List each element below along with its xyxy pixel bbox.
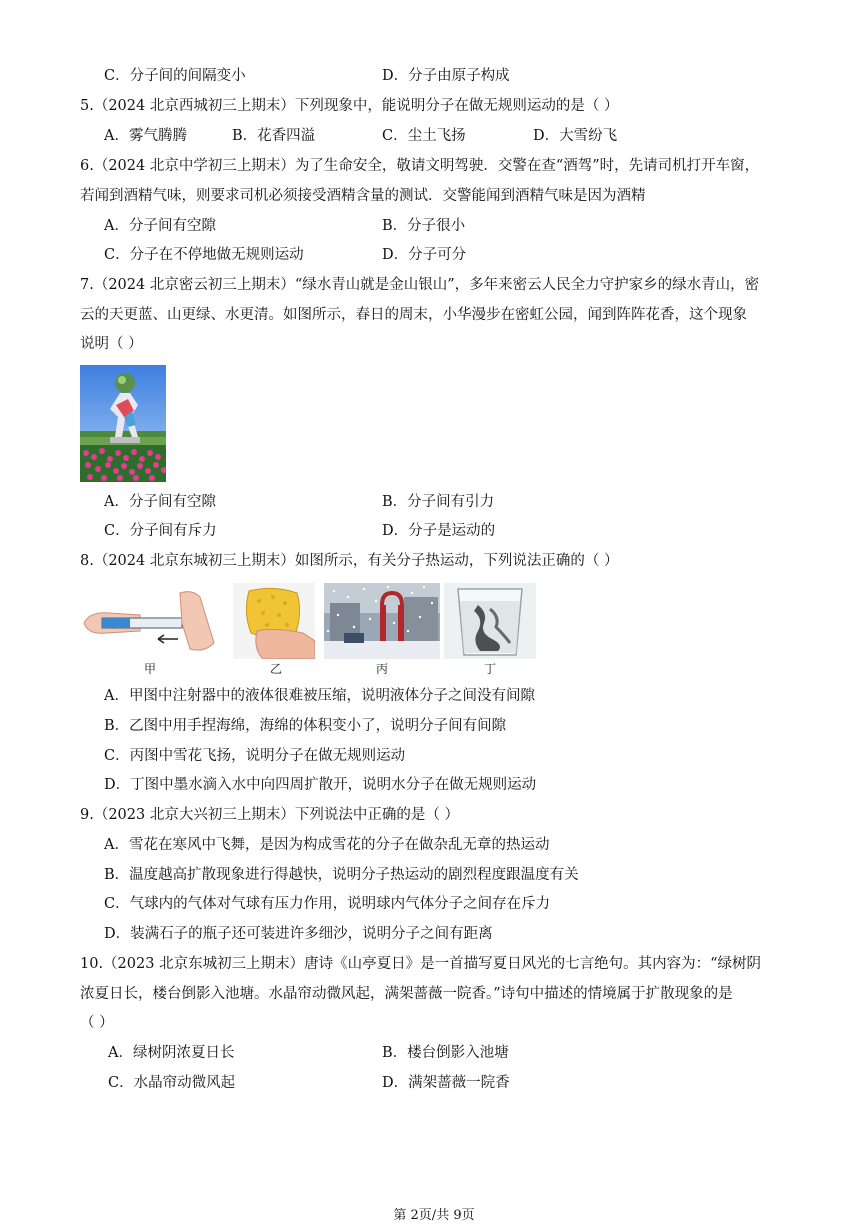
q9-stem: 9.（2023 北京大兴初三上期末）下列说法中正确的是（ ） bbox=[80, 807, 459, 823]
q6-stem-line1: 6.（2024 北京中学初三上期末）为了生命安全，敬请文明驾驶．交警在查“酒驾”时，先请司机打开车窗， bbox=[80, 158, 760, 174]
q9-option-d: D．装满石子的瓶子还可装进许多细沙，说明分子之间有距离 bbox=[104, 926, 493, 942]
q8-option-a: A．甲图中注射器中的液体很难被压缩，说明液体分子之间没有间隙 bbox=[104, 688, 535, 704]
q5-option-a: A．雾气腾腾 bbox=[104, 128, 187, 144]
q9-option-a: A．雪花在寒风中飞舞，是因为构成雪花的分子在做杂乱无章的热运动 bbox=[104, 837, 550, 853]
q7-stem-line2: 云的天更蓝、山更绿、水更清。如图所示，春日的周末，小华漫步在密虹公园，闻到阵阵花香，这个现象 bbox=[80, 307, 747, 323]
caption-yi: 乙 bbox=[269, 662, 282, 676]
q10-option-c: C．水晶帘动微风起 bbox=[108, 1075, 236, 1091]
q5-stem: 5.（2024 北京西城初三上期末）下列现象中，能说明分子在做无规则运动的是（ ） bbox=[80, 98, 619, 114]
q6-option-b: B．分子很小 bbox=[382, 218, 466, 234]
caption-ding: 丁 bbox=[483, 662, 496, 676]
page-number-footer: 第 2页/共 9页 bbox=[393, 1208, 475, 1223]
q10-option-d: D．满架蔷薇一院香 bbox=[382, 1075, 510, 1091]
q5-option-d: D．大雪纷飞 bbox=[533, 128, 618, 144]
park-sculpture-photo bbox=[80, 365, 166, 482]
q7-option-c: C．分子间有斥力 bbox=[104, 523, 217, 539]
q8-stem: 8.（2024 北京东城初三上期末）如图所示，有关分子热运动，下列说法正确的（ ） bbox=[80, 553, 619, 569]
q10-option-a: A．绿树阴浓夏日长 bbox=[108, 1045, 235, 1061]
caption-bing: 丙 bbox=[375, 662, 388, 676]
q8-option-c: C．丙图中雪花飞扬，说明分子在做无规则运动 bbox=[104, 748, 406, 764]
snowfall-figure bbox=[324, 583, 440, 659]
q6-stem-line2: 若闻到酒精气味，则要求司机必须接受酒精含量的测试．交警能闻到酒精气味是因为酒精 bbox=[80, 188, 646, 204]
q7-option-b: B．分子间有引力 bbox=[382, 494, 495, 510]
q5-option-c: C．尘土飞扬 bbox=[382, 128, 466, 144]
q10-option-b: B．楼台倒影入池塘 bbox=[382, 1045, 509, 1061]
q9-option-c: C．气球内的气体对气球有压力作用，说明球内气体分子之间存在斥力 bbox=[104, 896, 551, 912]
q10-stem-line3: （ ） bbox=[80, 1015, 114, 1031]
q10-stem-line1: 10.（2023 北京东城初三上期末）唐诗《山亭夏日》是一首描写夏日风光的七言绝句。其内容为：“绿树阴 bbox=[80, 956, 761, 972]
q9-option-b: B．温度越高扩散现象进行得越快，说明分子热运动的剧烈程度跟温度有关 bbox=[104, 867, 579, 883]
q7-stem-line1: 7.（2024 北京密云初三上期末）“绿水青山就是金山银山”，多年来密云人民全力守护家乡的绿水青山，密 bbox=[80, 277, 760, 293]
sponge-figure bbox=[233, 583, 315, 659]
q6-option-d: D．分子可分 bbox=[382, 247, 467, 263]
q6-option-c: C．分子在不停地做无规则运动 bbox=[104, 247, 304, 263]
q4-option-d: D．分子由原子构成 bbox=[382, 68, 510, 84]
q4-option-c: C．分子间的间隔变小 bbox=[104, 68, 246, 84]
caption-jia: 甲 bbox=[143, 662, 156, 676]
ink-in-water-figure bbox=[444, 583, 536, 659]
q8-option-b: B．乙图中用手捏海绵，海绵的体积变小了，说明分子间有间隙 bbox=[104, 718, 507, 734]
q10-stem-line2: 浓夏日长，楼台倒影入池塘。水晶帘动微风起，满架蔷薇一院香。”诗句中描述的情境属于扩散现象的是 bbox=[80, 986, 733, 1002]
q7-stem-line3: 说明（ ） bbox=[80, 336, 143, 352]
q8-option-d: D．丁图中墨水滴入水中向四周扩散开，说明水分子在做无规则运动 bbox=[104, 777, 537, 793]
q7-option-a: A．分子间有空隙 bbox=[104, 494, 216, 510]
q5-option-b: B．花香四溢 bbox=[232, 128, 316, 144]
q7-option-d: D．分子是运动的 bbox=[382, 523, 496, 539]
syringe-figure bbox=[80, 583, 220, 659]
q6-option-a: A．分子间有空隙 bbox=[104, 218, 216, 234]
